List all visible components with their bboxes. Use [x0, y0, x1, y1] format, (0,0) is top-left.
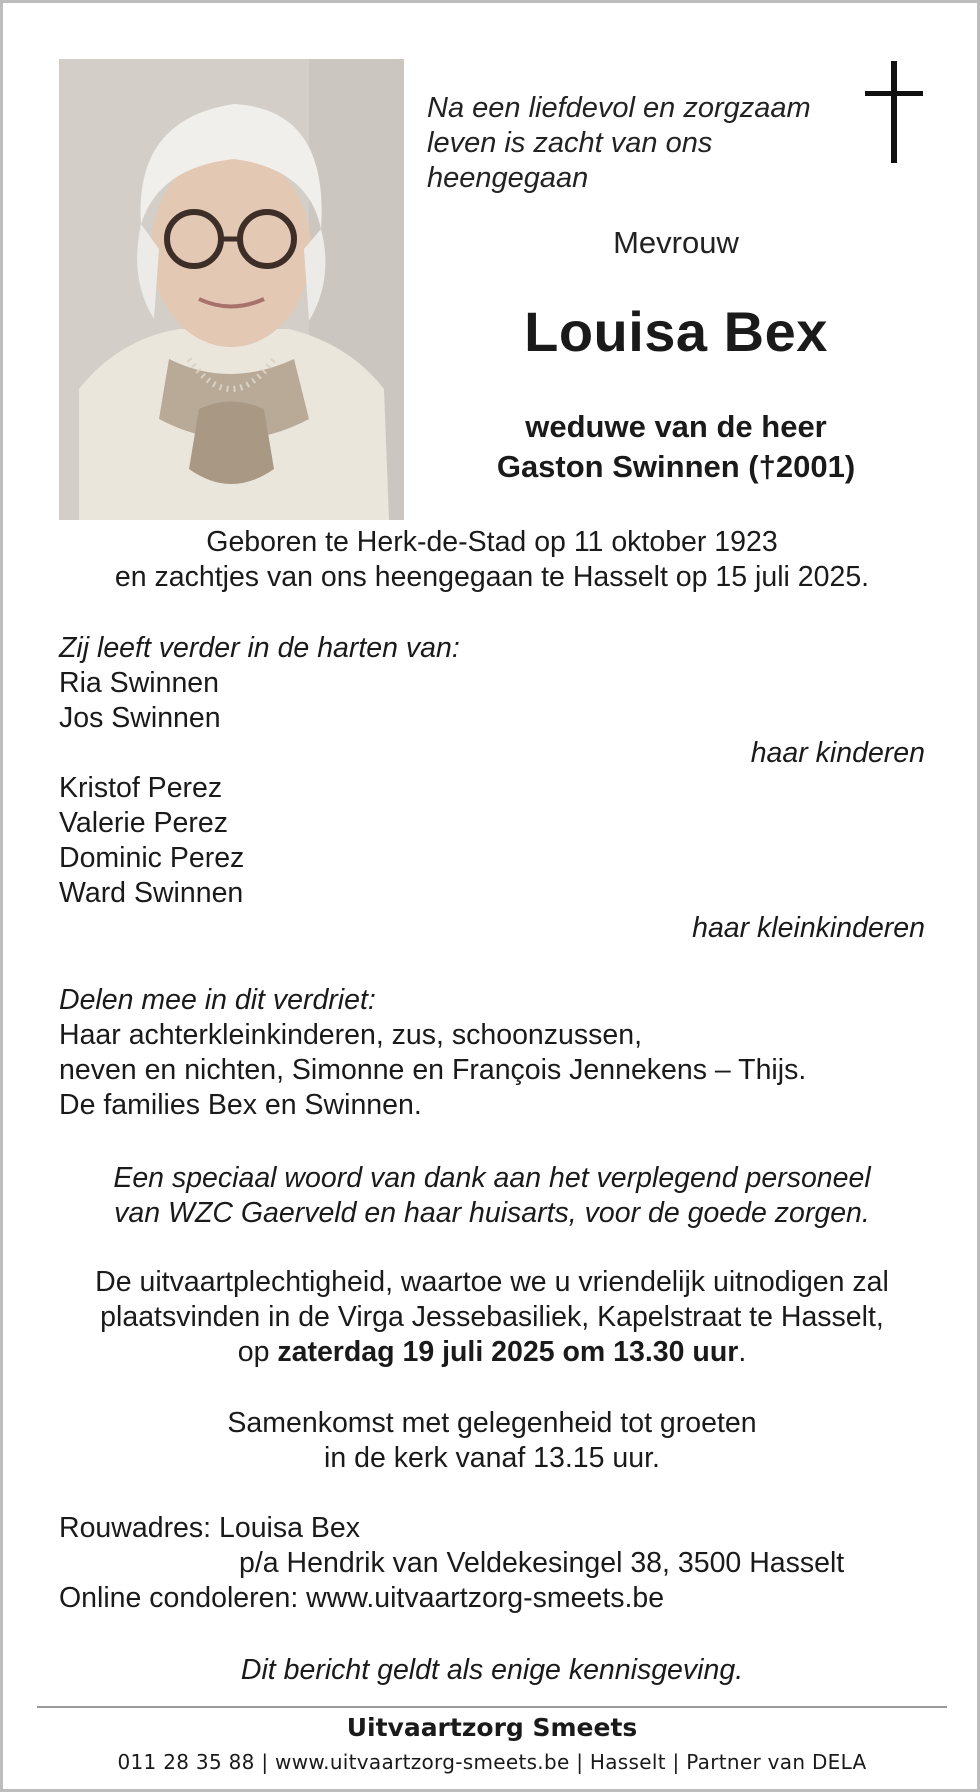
- grandchildren-label: haar kleinkinderen: [692, 912, 925, 944]
- born-line: en zachtjes van ons heengegaan te Hasselt op 15 juli 2025.: [114, 561, 870, 593]
- ceremony-line: plaatsvinden in de Virga Jessebasiliek, Kapelstraat te Hasselt,: [100, 1301, 884, 1333]
- address-line: p/a Hendrik van Veldekesingel 38, 3500 Hasselt: [239, 1547, 845, 1579]
- survivors-section: [59, 631, 925, 946]
- condolence-line: Online condoleren: www.uitvaartzorg-smeets.be: [59, 1582, 665, 1614]
- intro-line: leven is zacht van ons: [427, 127, 713, 159]
- deceased-name: Louisa Bex: [524, 300, 828, 363]
- grandchild-name: Ward Swinnen: [59, 877, 244, 909]
- intro-line: heengegaan: [427, 162, 589, 194]
- intro-line: Na een liefdevol en zorgzaam: [427, 92, 811, 124]
- honorific: Mevrouw: [613, 225, 739, 260]
- address-line: Rouwadres: Louisa Bex: [59, 1512, 361, 1544]
- ceremony-info: [59, 1265, 925, 1370]
- children-label: haar kinderen: [750, 737, 925, 769]
- ceremony-date: zaterdag 19 juli 2025 om 13.30 uur: [277, 1336, 739, 1368]
- thanks-line: van WZC Gaerveld en haar huisarts, voor de goede zorgen.: [114, 1197, 870, 1229]
- share-grief-section: [59, 983, 925, 1123]
- portrait-photo: [59, 59, 404, 520]
- ceremony-suffix: .: [738, 1336, 747, 1368]
- gathering-line: Samenkomst met gelegenheid tot groeten: [227, 1407, 757, 1439]
- notice-text: Dit bericht geldt als enige kennisgeving.: [240, 1654, 744, 1686]
- birth-death-info: [59, 525, 925, 595]
- share-line: Haar achterkleinkinderen, zus, schoonzussen,: [59, 1019, 642, 1051]
- ceremony-prefix: op: [237, 1336, 278, 1368]
- child-name: Jos Swinnen: [59, 702, 221, 734]
- thanks-line: Een speciaal woord van dank aan het verplegend personeel: [113, 1162, 871, 1194]
- widow-line: weduwe van de heer: [525, 409, 827, 444]
- gathering-info: [59, 1406, 925, 1476]
- grandchild-name: Valerie Perez: [59, 807, 228, 839]
- share-line: De families Bex en Swinnen.: [59, 1089, 422, 1121]
- share-heading: Delen mee in dit verdriet:: [59, 984, 376, 1016]
- widow-of: [427, 407, 925, 487]
- gathering-line: in de kerk vanaf 13.15 uur.: [324, 1442, 660, 1474]
- survivors-heading: Zij leeft verder in de harten van:: [59, 632, 460, 664]
- grandchild-name: Dominic Perez: [59, 842, 245, 874]
- funeral-home-contact: 011 28 35 88 | www.uitvaartzorg-smeets.be | Hasselt | Partner van DELA: [117, 1750, 867, 1774]
- share-line: neven en nichten, Simonne en François Jennekens – Thijs.: [59, 1054, 807, 1086]
- cross-icon: [865, 61, 923, 163]
- born-line: Geboren te Herk-de-Stad op 11 oktober 1923: [206, 526, 778, 558]
- ceremony-line: De uitvaartplechtigheid, waartoe we u vriendelijk uitnodigen zal: [95, 1266, 889, 1298]
- intro-text: [427, 91, 847, 196]
- child-name: Ria Swinnen: [59, 667, 220, 699]
- footer-divider: [37, 1706, 947, 1708]
- thanks-message: [59, 1161, 925, 1231]
- ceremony-date-line: [59, 1335, 925, 1370]
- funeral-home-name: Uitvaartzorg Smeets: [346, 1713, 638, 1742]
- grandchild-name: Kristof Perez: [59, 772, 223, 804]
- mourning-address: [59, 1511, 925, 1616]
- widow-line: Gaston Swinnen (†2001): [496, 449, 856, 484]
